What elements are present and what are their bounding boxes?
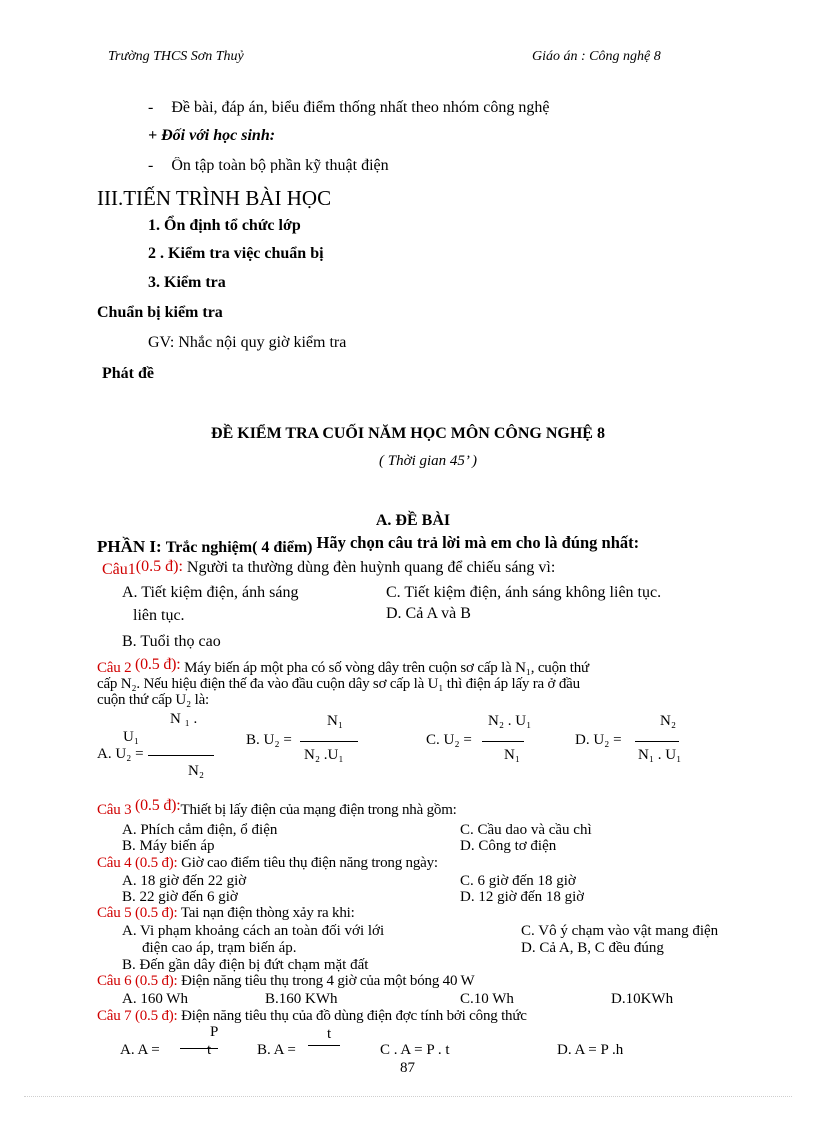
- q2-text-1: Máy biến áp một pha có số vòng dây trên cuộn sơ cấp là N₁, cuộn thứ: [184, 660, 589, 676]
- q2-d-den: N₁ . U₁: [638, 747, 682, 763]
- q2-label: Câu 2: [97, 660, 132, 676]
- q5-option-c: C. Vô ý chạm vào vật mang điện: [521, 923, 719, 939]
- q3-label: Câu 3: [97, 802, 132, 818]
- q5-text: Tai nạn điện thòng xảy ra khi:: [180, 905, 355, 921]
- q1-option-a: A. Tiết kiệm điện, ánh sáng: [122, 584, 299, 601]
- part1-title: Trắc nghiệm( 4 điểm): [165, 539, 313, 556]
- q3-option-a: A. Phích cắm điện, ổ điện: [122, 822, 278, 838]
- q2-d-fraction-bar: [635, 741, 679, 742]
- step-3: 3. Kiểm tra: [148, 274, 226, 291]
- exam-title: ĐỀ KIỂM TRA CUỐI NĂM HỌC MÔN CÔNG NGHỆ 8: [211, 425, 605, 442]
- q3-text: Thiết bị lấy điện của mạng điện trong nhà gồm:: [180, 802, 457, 818]
- q2-line1: [97, 656, 589, 677]
- dash-bullet: -: [148, 99, 154, 116]
- q2-points: (0.5 đ):: [134, 656, 181, 673]
- q2-a-den: N₂: [188, 763, 205, 779]
- q2-a-num: U₁: [123, 729, 140, 745]
- q7-option-c: C . A = P . t: [380, 1042, 450, 1058]
- q5-option-a: A. Vi phạm khoảng cách an toàn đối với lới: [122, 923, 385, 939]
- q5-stem: [97, 905, 355, 922]
- q7-b-num: t: [327, 1026, 332, 1042]
- q5-option-b: B. Đến gần dây điện bị đứt chạm mặt đất: [122, 957, 369, 973]
- q6-option-c: C.10 Wh: [460, 991, 514, 1007]
- q4-option-c: C. 6 giờ đến 18 giờ: [460, 873, 576, 889]
- q5-label: Câu 5 (0.5 đ):: [97, 905, 178, 921]
- q6-option-b: B.160 KWh: [265, 991, 338, 1007]
- q2-d-prefix: D. U₂ =: [575, 732, 622, 748]
- part1-instruction: Hãy chọn câu trả lời mà em cho là đúng nhất:: [316, 533, 640, 552]
- q2-b-fraction-bar: [300, 741, 358, 742]
- q2-line3: cuộn thứ cấp U₂ là:: [97, 692, 210, 708]
- q1-option-a-cont: liên tục.: [133, 607, 185, 624]
- header-plan: Giáo án : Công nghệ 8: [532, 49, 661, 64]
- q1-stem: [102, 558, 556, 579]
- q2-b-den: N₂ .U₁: [304, 747, 344, 763]
- student-prep-text: Ôn tập toàn bộ phần kỹ thuật điện: [171, 157, 389, 173]
- q7-b-prefix: B. A =: [257, 1042, 296, 1058]
- step-1: 1. Ổn định tổ chức lớp: [148, 217, 301, 234]
- q4-stem: [97, 855, 438, 872]
- q7-label: Câu 7 (0.5 đ):: [97, 1008, 178, 1024]
- hand-out: Phát đề: [102, 365, 154, 382]
- q7-a-prefix: A. A =: [120, 1042, 160, 1058]
- step-2: 2 . Kiểm tra việc chuẩn bị: [148, 245, 324, 262]
- q1-label: Câu1: [102, 561, 136, 578]
- teacher-prep-text: Đề bài, đáp án, biểu điểm thống nhất theo nhóm công nghệ: [171, 99, 550, 116]
- page-bottom-divider: [24, 1096, 792, 1097]
- gv-note: GV: Nhắc nội quy giờ kiểm tra: [148, 334, 347, 351]
- q1-option-c: C. Tiết kiệm điện, ánh sáng không liên tục.: [386, 584, 662, 601]
- q7-stem: [97, 1008, 527, 1025]
- q1-text: Người ta thường dùng đèn huỳnh quang để chiếu sáng vì:: [186, 559, 556, 576]
- q1-points: (0.5 đ):: [135, 558, 183, 575]
- q4-option-b: B. 22 giờ đến 6 giờ: [122, 889, 238, 905]
- q4-text: Giờ cao điểm tiêu thụ điện năng trong ngày:: [181, 855, 438, 871]
- q2-a-prefix: A. U₂ =: [97, 746, 144, 762]
- q2-b-num: N₁: [327, 713, 344, 729]
- student-prep-item: [148, 157, 389, 173]
- q4-option-d: D. 12 giờ đến 18 giờ: [460, 889, 585, 905]
- part1-label: PHẦN I:: [97, 537, 162, 556]
- q6-text: Điện năng tiêu thụ trong 4 giờ của một bóng 40 W: [181, 973, 475, 989]
- q2-c-fraction-bar: [482, 741, 524, 742]
- teacher-prep-item: [148, 99, 549, 117]
- exam-time: ( Thời gian 45’ ): [378, 453, 477, 469]
- q7-a-fraction-bar: [180, 1048, 218, 1049]
- header-school: Trường THCS Sơn Thuỷ: [108, 49, 244, 64]
- q6-label: Câu 6 (0.5 đ):: [97, 973, 178, 989]
- q2-c-prefix: C. U₂ =: [426, 732, 472, 748]
- q7-a-num: P: [210, 1024, 219, 1040]
- q3-points: (0.5 đ):: [134, 797, 181, 814]
- q2-c-num: N₂ . U₁: [488, 713, 532, 729]
- q2-a-num-top: N ₁ .: [170, 711, 198, 727]
- page-number: 87: [400, 1060, 415, 1076]
- q7-option-d: D. A = P .h: [557, 1042, 624, 1058]
- q5-option-a-cont: điện cao áp, trạm biến áp.: [142, 940, 297, 956]
- q2-b-prefix: B. U₂ =: [246, 732, 292, 748]
- section-title: A. ĐỀ BÀI: [375, 512, 451, 529]
- q1-option-d: D. Cả A và B: [386, 605, 471, 622]
- part1-heading: [97, 533, 640, 557]
- q5-option-d: D. Cả A, B, C đều đúng: [521, 940, 664, 956]
- q7-b-fraction-bar: [308, 1045, 340, 1046]
- q7-a-den: t: [207, 1042, 212, 1058]
- q4-option-a: A. 18 giờ đến 22 giờ: [122, 873, 247, 889]
- q7-text: Điện năng tiêu thụ của đồ dùng điện đợc tính bởi công thức: [181, 1008, 527, 1024]
- q2-a-fraction-bar: [148, 755, 214, 756]
- q2-c-den: N₁: [504, 747, 521, 763]
- process-title: III.TIẾN TRÌNH BÀI HỌC: [97, 186, 332, 210]
- prepare-title: Chuẩn bị kiểm tra: [97, 304, 223, 321]
- q4-label: Câu 4 (0.5 đ):: [97, 855, 178, 871]
- q6-option-a: A. 160 Wh: [122, 991, 188, 1007]
- q1-option-b: B. Tuổi thọ cao: [122, 633, 221, 650]
- student-heading: + Đối với học sinh:: [148, 127, 276, 144]
- q3-stem: [97, 797, 457, 819]
- q3-option-d: D. Công tơ điện: [460, 838, 557, 854]
- q6-stem: [97, 973, 475, 990]
- q6-option-d: D.10KWh: [611, 991, 674, 1007]
- q3-option-b: B. Máy biến áp: [122, 838, 215, 854]
- q2-d-num: N₂: [660, 713, 677, 729]
- q3-option-c: C. Cầu dao và cầu chì: [460, 822, 592, 838]
- dash-bullet: -: [148, 157, 154, 173]
- q2-line2: cấp N₂. Nếu hiệu điện thế đa vào đầu cuộn dây sơ cấp là U₁ thì điện áp lấy ra ở đầu: [97, 676, 580, 692]
